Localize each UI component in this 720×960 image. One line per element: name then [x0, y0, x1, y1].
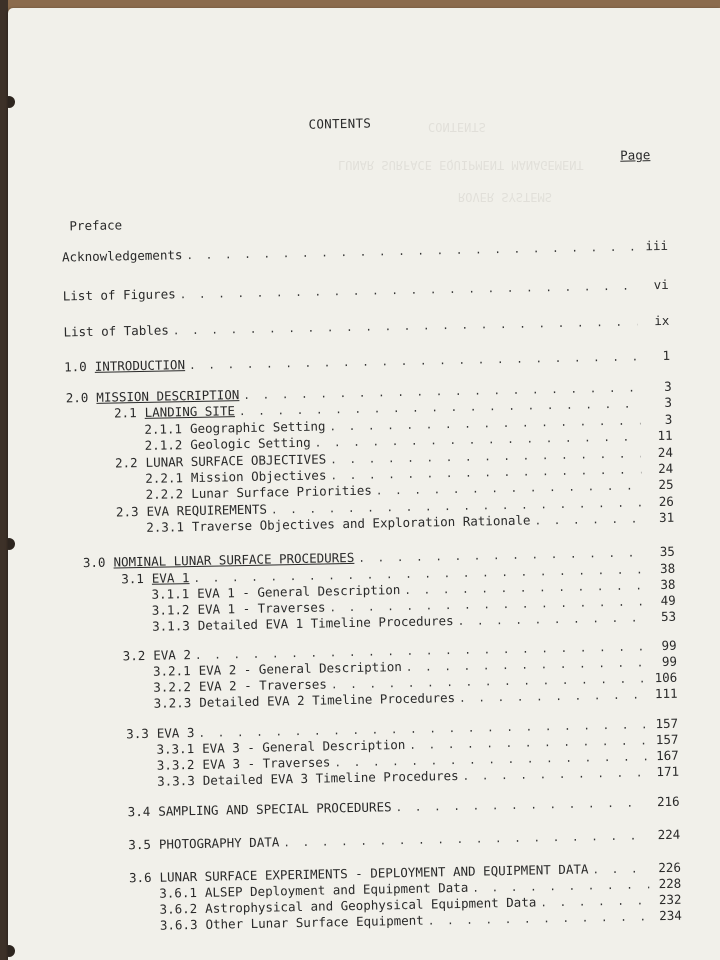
toc-entry: 3.6.2 Astrophysical and Geophysical Equipment Data . . . 232 — [159, 892, 681, 920]
toc-entry: 2.3.1 Traverse Objectives and Exploration Rationale . . . 31 — [146, 510, 674, 538]
toc-entry: 2.2.2 Lunar Surface Priorities . . . 25 — [145, 477, 673, 505]
toc-entry: 3.1.2 EVA 1 - Traverses . . . 49 — [152, 593, 676, 621]
toc-entry: 3.2 EVA 2 . . . 99 — [123, 638, 677, 667]
toc-entry: 2.2.1 Mission Objectives . . . 24 — [145, 461, 673, 489]
toc-entry: 2.1.2 Geologic Setting . . . 11 — [145, 428, 673, 456]
toc-entry: 3.3 EVA 3 . . . 157 — [126, 716, 678, 745]
toc-entry: 2.0 MISSION DESCRIPTION . . . 3 — [66, 379, 672, 409]
bleed-through-text: LUNAR SURFACE EQUIPMENT MANAGEMENT — [338, 158, 584, 172]
toc-entry: 3.6.1 ALSEP Deployment and Equipment Data . . . 228 — [159, 876, 681, 904]
toc-entry: 3.6 LUNAR SURFACE EXPERIMENTS - DEPLOYMENT AND EQUIPMENT DATA . . . 226 — [129, 860, 681, 889]
bleed-through-text: ROVER SYSTEMS — [458, 190, 552, 204]
toc — [8, 8, 720, 960]
binder-rail — [0, 0, 8, 960]
document-page — [8, 8, 720, 960]
toc-entry: 3.2.2 EVA 2 - Traverses . . . 106 — [153, 670, 677, 698]
toc-entry: 3.1.1 EVA 1 - General Description . . . 38 — [151, 577, 675, 605]
toc-entry: 2.1 LANDING SITE . . . 3 — [114, 395, 672, 424]
toc-entry: List of Tables . . . ix — [63, 313, 669, 343]
toc-entry: 2.1.1 Geographic Setting . . . 3 — [144, 412, 672, 440]
toc-entry: List of Figures . . . vi — [63, 277, 669, 307]
toc-entry: Preface — [69, 217, 123, 234]
toc-entry: 3.2.3 Detailed EVA 2 Timeline Procedures . . . 111 — [153, 686, 677, 714]
toc-entry: 3.4 SAMPLING AND SPECIAL PROCEDURES . . . 216 — [128, 794, 680, 823]
toc-entry: 3.3.3 Detailed EVA 3 Timeline Procedures . . . 171 — [157, 764, 679, 792]
binding-hole — [8, 945, 15, 957]
toc-entry: 3.0 NOMINAL LUNAR SURFACE PROCEDURES . . . 35 — [83, 544, 675, 573]
toc-entry: 3.1 EVA 1 . . . 38 — [121, 561, 675, 590]
toc-entry: 2.3 EVA REQUIREMENTS . . . 26 — [116, 494, 674, 523]
page-column-heading: Page — [620, 147, 651, 163]
toc-entry: Acknowledgements . . . iii — [62, 238, 668, 268]
bleed-through-text: CONTENTS — [428, 120, 486, 134]
toc-entry: 3.2.1 EVA 2 - General Description . . . 99 — [153, 654, 677, 682]
toc-entry: 3.6.3 Other Lunar Surface Equipment . . . 234 — [160, 908, 682, 936]
toc-entry: 3.5 PHOTOGRAPHY DATA . . . 224 — [128, 827, 680, 856]
toc-entry: 3.1.3 Detailed EVA 1 Timeline Procedures . . . 53 — [152, 609, 676, 637]
document-title: CONTENTS — [308, 115, 372, 132]
toc-entry: 3.3.1 EVA 3 - General Description . . . 157 — [156, 732, 678, 760]
toc-entry: 2.2 LUNAR SURFACE OBJECTIVES . . . 24 — [115, 445, 673, 474]
toc-entry: 3.3.2 EVA 3 - Traverses . . . 167 — [157, 748, 679, 776]
toc-entry: 1.0 INTRODUCTION . . . 1 — [64, 348, 670, 378]
